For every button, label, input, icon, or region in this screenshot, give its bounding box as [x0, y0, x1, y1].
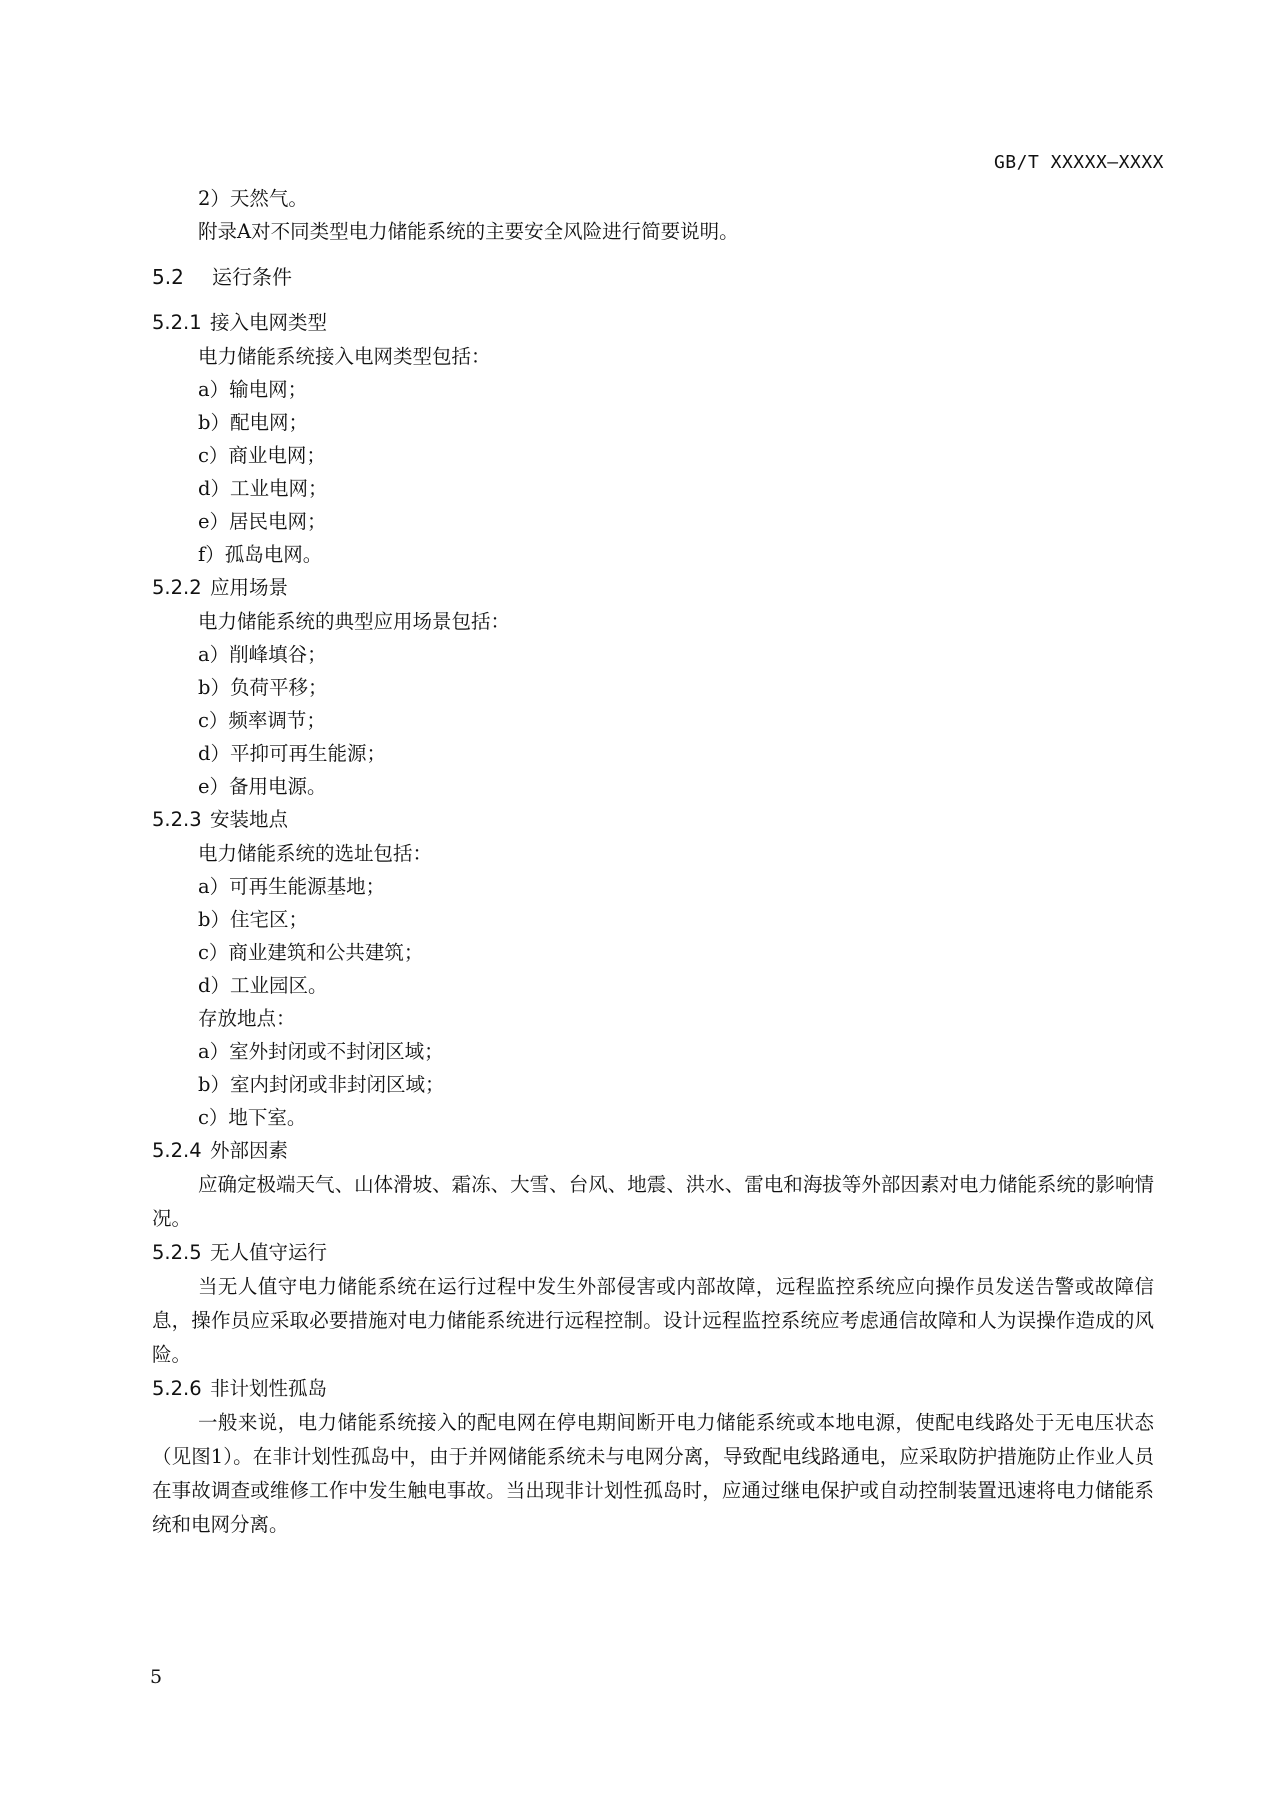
subsection-number: 5.2.5: [152, 1241, 202, 1264]
list-item: c）商业建筑和公共建筑；: [198, 941, 424, 964]
page-number: 5: [150, 1666, 163, 1688]
paragraph-intro: 电力储能系统的典型应用场景包括：: [198, 610, 511, 633]
paragraph: 当无人值守电力储能系统在运行过程中发生外部侵害或内部故障，远程监控系统应向操作员发送告警或故障信息，操作员应采取必要措施对电力储能系统进行远程控制。设计远程监控系统应考虑通信故障和人为误操作造成的风险。: [152, 1275, 1154, 1366]
standard-code: GB/T XXXXX—XXXX: [993, 152, 1164, 173]
list-item: d）工业园区。: [198, 974, 328, 997]
subsection-title: 安装地点: [210, 808, 289, 831]
subsection-number: 5.2.1: [152, 311, 202, 334]
subsection-heading-5-2-6: [152, 1372, 1154, 1406]
subsection-title: 非计划性孤岛: [210, 1377, 328, 1400]
list-item: a）输电网；: [198, 378, 308, 401]
list-item: e）备用电源。: [198, 775, 327, 798]
subsection-heading-5-2-5: [152, 1236, 1154, 1270]
subsection-number: 5.2.4: [152, 1139, 202, 1162]
list-item: d）平抑可再生能源；: [198, 742, 386, 765]
list-item: b）住宅区；: [198, 908, 308, 931]
list-item: 2）天然气。: [198, 187, 308, 210]
paragraph-intro: 存放地点：: [198, 1007, 296, 1030]
subsection-number: 5.2.3: [152, 808, 202, 831]
list-item: b）室内封闭或非封闭区域；: [198, 1073, 445, 1096]
subsection-heading-5-2-4: [152, 1134, 1154, 1168]
list-item: c）地下室。: [198, 1106, 307, 1129]
list-item: c）频率调节；: [198, 709, 326, 732]
paragraph-intro: 电力储能系统接入电网类型包括：: [198, 345, 491, 368]
section-title: 运行条件: [212, 265, 292, 289]
paragraph: 应确定极端天气、山体滑坡、霜冻、大雪、台风、地震、洪水、雷电和海拔等外部因素对电力储能系统的影响情况。: [152, 1173, 1154, 1230]
subsection-number: 5.2.6: [152, 1377, 202, 1400]
list-item: b）配电网；: [198, 411, 308, 434]
paragraph-intro: 电力储能系统的选址包括：: [198, 842, 433, 865]
subsection-title: 无人值守运行: [210, 1241, 328, 1264]
list-item: c）商业电网；: [198, 444, 326, 467]
section-number: 5.2: [152, 265, 184, 289]
subsection-title: 外部因素: [210, 1139, 289, 1162]
list-item: f）孤岛电网。: [198, 543, 323, 566]
subsection-heading-5-2-3: [152, 803, 1154, 837]
document-body: [152, 182, 1154, 1542]
subsection-heading-5-2-1: [152, 306, 1154, 340]
list-item: e）居民电网；: [198, 510, 327, 533]
list-item: a）削峰填谷；: [198, 643, 327, 666]
subsection-title: 应用场景: [210, 576, 289, 599]
subsection-heading-5-2-2: [152, 571, 1154, 605]
list-item: d）工业电网；: [198, 477, 328, 500]
list-item: a）室外封闭或不封闭区域；: [198, 1040, 444, 1063]
section-heading-5-2: [152, 260, 1154, 294]
subsection-title: 接入电网类型: [210, 311, 328, 334]
paragraph: 一般来说，电力储能系统接入的配电网在停电期间断开电力储能系统或本地电源，使配电线路处于无电压状态（见图1）。在非计划性孤岛中，由于并网储能系统未与电网分离，导致配电线路通电，应采取防护措施防止作业人员在事故调查或维修工作中发生触电事故。当出现非计划性孤岛时，应通过继电保护或自动控制装置迅速将电力储能系统和电网分离。: [152, 1411, 1154, 1536]
subsection-number: 5.2.2: [152, 576, 202, 599]
appendix-note: 附录A对不同类型电力储能系统的主要安全风险进行简要说明。: [198, 220, 739, 243]
list-item: b）负荷平移；: [198, 676, 328, 699]
list-item: a）可再生能源基地；: [198, 875, 386, 898]
